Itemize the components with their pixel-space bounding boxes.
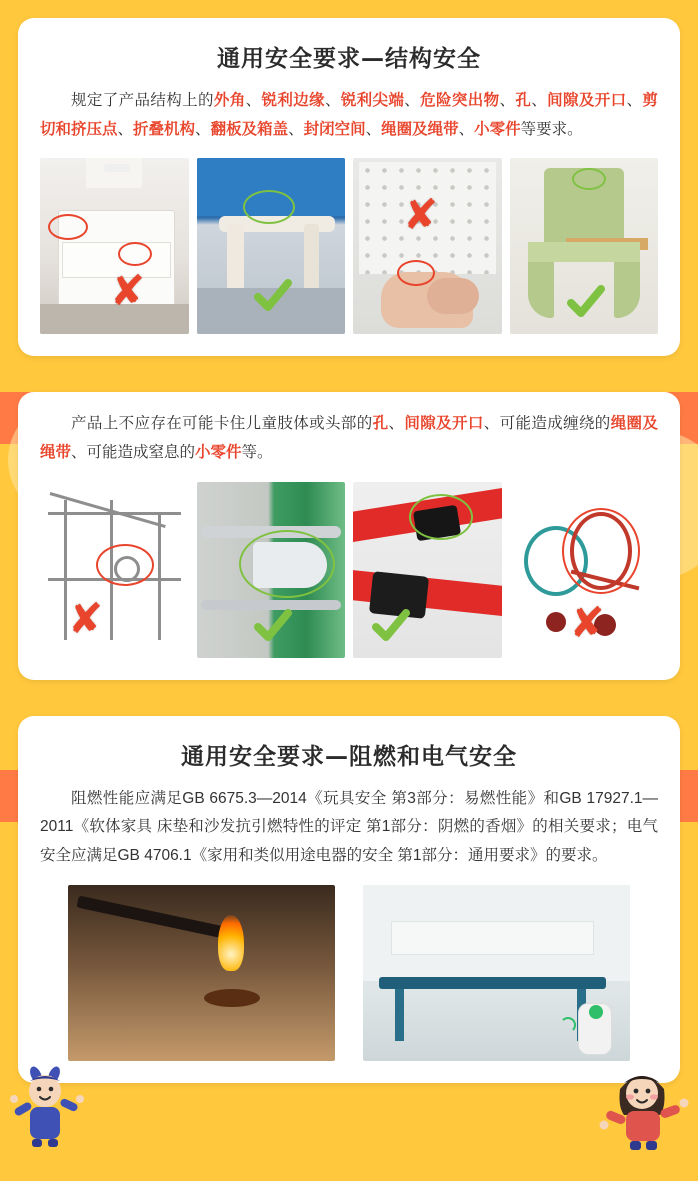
emphasized-term: 锐利边缘 xyxy=(261,92,325,109)
sketch-head xyxy=(114,556,140,582)
hand-fingers xyxy=(427,278,479,314)
emphasized-term: 封闭空间 xyxy=(303,120,366,138)
desk-leg-left xyxy=(395,989,404,1041)
emphasized-term: 绳圈及绳带 xyxy=(40,415,658,462)
body-text-run: 、 xyxy=(458,120,475,138)
image-row xyxy=(40,482,658,658)
body-text-run: 、可能造成窒息的 xyxy=(71,444,196,462)
protective-cover xyxy=(253,542,327,588)
emphasized-term: 绳圈及绳带 xyxy=(381,120,459,138)
body-text-run: 、 xyxy=(117,120,134,138)
lamp-shade xyxy=(86,158,142,188)
body-text-run: 、 xyxy=(195,120,211,138)
image-row xyxy=(40,885,658,1061)
body-text-run: 、 xyxy=(288,120,304,138)
emphasized-term: 间隙及开口 xyxy=(547,92,627,109)
photo-smart-desk-remote xyxy=(363,885,630,1061)
remote-button xyxy=(589,1005,603,1019)
emphasized-term: 锐利尖端 xyxy=(340,92,405,109)
metal-bar-top xyxy=(201,526,342,538)
cross-mark-icon: ✘ xyxy=(110,266,146,316)
signal-wave-icon xyxy=(560,1017,576,1033)
emphasized-term: 孔 xyxy=(372,415,389,433)
emphasized-term: 剪切和挤压点 xyxy=(40,92,658,138)
buckle-lower xyxy=(369,571,429,619)
body-text-run: 、 xyxy=(626,92,643,109)
floor xyxy=(40,304,189,334)
cross-mark-icon: ✘ xyxy=(68,593,104,643)
cigarette-stick xyxy=(76,895,225,938)
photo-perforated-panel xyxy=(353,158,502,334)
check-mark-icon xyxy=(253,606,293,646)
section-body xyxy=(40,87,658,144)
body-text-run: 、 xyxy=(388,415,405,433)
sketch-line xyxy=(64,500,67,640)
emphasized-term: 危险突出物 xyxy=(420,92,500,109)
chair-seat xyxy=(528,242,641,262)
emphasized-term: 小零件 xyxy=(474,120,521,138)
body-text-run: 、 xyxy=(324,92,341,109)
emphasized-term: 间隙及开口 xyxy=(404,415,484,433)
photo-rail-sketch xyxy=(40,482,189,658)
mascot-boy-left xyxy=(6,1055,92,1147)
body-text-run: 阻燃性能应满足GB 6675.3—2014《玩具安全 第3部分：易燃性能》和GB 17927.1—2011《软体家具 床垫和沙发抗引燃特性的评定 第1部分：阴燃的香烟》的相关要求；电气安全应满足GB 4706.1《家用和类似用途电器的安全 第1部分：通用要求》的要求。 xyxy=(40,789,658,865)
bead-right xyxy=(594,614,616,636)
image-row xyxy=(40,158,658,334)
photo-nightstand xyxy=(40,158,189,334)
emphasized-term: 外角 xyxy=(213,92,246,109)
bead-left xyxy=(546,612,566,632)
body-text-run: 、 xyxy=(245,92,262,109)
body-text-run: 、 xyxy=(404,92,421,109)
section-body xyxy=(40,410,658,467)
body-text-run: 等要求。 xyxy=(520,120,583,138)
flame xyxy=(218,915,244,971)
sketch-line xyxy=(50,492,166,528)
chair-leg-right xyxy=(614,262,640,318)
body-text-run: 、 xyxy=(365,120,382,138)
body-text-run: 、 xyxy=(499,92,516,109)
desk-top xyxy=(379,977,606,989)
cabinet-drawer xyxy=(62,242,171,278)
section-title: 通用安全要求—阻燃和电气安全 xyxy=(181,743,517,770)
photo-red-strap-buckle xyxy=(353,482,502,658)
desk-shelf xyxy=(391,921,594,955)
floor-tile xyxy=(197,288,346,334)
emphasized-term: 折叠机构 xyxy=(133,120,196,138)
body-text-run: 等。 xyxy=(241,444,273,462)
emphasized-term: 翻板及箱盖 xyxy=(210,120,289,138)
body-text-run: 、可能造成缠绕的 xyxy=(483,415,611,433)
metal-bar-bottom xyxy=(201,600,342,610)
section-card-flammability-electrical xyxy=(18,716,680,1083)
photo-green-chair xyxy=(510,158,659,334)
photo-flame-test xyxy=(68,885,335,1061)
mattress xyxy=(197,158,346,216)
burn-mark xyxy=(204,989,260,1007)
section-card-structural-safety xyxy=(18,18,680,356)
section-card-entrapment xyxy=(18,392,680,679)
emphasized-term: 孔 xyxy=(515,92,532,109)
cross-mark-icon: ✘ xyxy=(569,597,605,647)
photo-bed-rail xyxy=(197,158,346,334)
body-text-run: 规定了产品结构上的 xyxy=(71,92,214,109)
photo-rail-guard xyxy=(197,482,346,658)
chair-back xyxy=(544,168,625,242)
perforated-board xyxy=(359,162,496,274)
body-text-run: 产品上不应存在可能卡住儿童肢体或头部的 xyxy=(71,415,373,433)
sketch-line xyxy=(158,512,161,640)
cross-mark-icon: ✘ xyxy=(403,190,439,240)
mascot-girl-right xyxy=(596,1055,692,1151)
sketch-line xyxy=(110,500,113,640)
body-text-run: 、 xyxy=(531,92,548,109)
section-title: 通用安全要求—结构安全 xyxy=(217,46,481,72)
check-mark-icon xyxy=(566,282,606,322)
photo-cords-with-beads xyxy=(510,482,659,658)
section-body xyxy=(40,785,658,871)
emphasized-term: 小零件 xyxy=(195,444,242,462)
lamp-base xyxy=(104,164,130,172)
buckle-upper xyxy=(413,504,461,541)
chair-leg-left xyxy=(528,262,554,318)
